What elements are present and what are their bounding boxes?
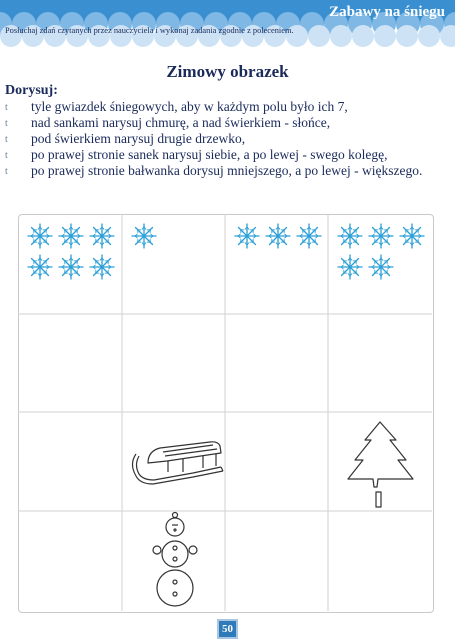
task-text: po prawej stronie bałwanka dorysuj mniejszego, a po lewej - większego.: [31, 163, 423, 178]
snowflake-icon: [338, 224, 362, 248]
bullet-icon: t: [5, 118, 8, 129]
bullet-icon: t: [5, 166, 8, 177]
bullet-icon: t: [5, 102, 8, 113]
snowflake-icon: [266, 224, 290, 248]
task-text: po prawej stronie sanek narysuj siebie, a po lewej - swego kolegę,: [31, 147, 388, 162]
task-item: [5, 115, 445, 131]
task-item: [5, 131, 445, 147]
snowflake-icon: [28, 255, 52, 279]
snowflake-icon: [338, 255, 362, 279]
snowflake-icon: [400, 224, 424, 248]
task-item: [5, 99, 445, 115]
bullet-icon: t: [5, 134, 8, 145]
task-item: [5, 147, 445, 163]
snowflake-icon: [90, 255, 114, 279]
scallop-shape: [352, 25, 374, 47]
task-text: pod świerkiem narysuj drugie drzewko,: [31, 131, 246, 146]
task-list: [5, 99, 445, 179]
snowflake-icon: [28, 224, 52, 248]
snowflake-icon: [132, 224, 156, 248]
snowflake-icon: [59, 224, 83, 248]
section-title: Zabawy na śniegu: [329, 4, 445, 20]
sled-drawing: [133, 442, 224, 484]
scallop-shape: [374, 25, 396, 47]
header-banner: [0, 0, 455, 50]
task-text: nad sankami narysuj chmurę, a nad świerkiem - słońce,: [31, 115, 331, 130]
exercise-title: Zimowy obrazek: [166, 62, 289, 81]
task-item: [5, 163, 445, 179]
scallop-shape: [330, 25, 352, 47]
snowflake-icon: [90, 224, 114, 248]
instruction-text: Posłuchaj zdań czytanych przez nauczyciela i wykonaj zadania zgodnie z poleceniem.: [5, 26, 294, 35]
scallop-shape: [418, 25, 440, 47]
bullet-icon: t: [5, 150, 8, 161]
snowman-drawing: [153, 513, 197, 607]
snowflake-icon: [297, 224, 321, 248]
scallop-shape: [396, 25, 418, 47]
task-text: tyle gwiazdek śniegowych, aby w każdym polu było ich 7,: [31, 99, 348, 114]
spruce-tree-drawing: [348, 422, 413, 507]
snowflake-icon: [59, 255, 83, 279]
page-number: 50: [217, 619, 238, 639]
scallop-shape: [308, 25, 330, 47]
drawing-grid[interactable]: [18, 214, 432, 611]
snowflake-icon: [369, 224, 393, 248]
exercise-heading: Dorysuj:: [5, 83, 58, 98]
snowflake-icon: [235, 224, 259, 248]
snowflake-icon: [369, 255, 393, 279]
